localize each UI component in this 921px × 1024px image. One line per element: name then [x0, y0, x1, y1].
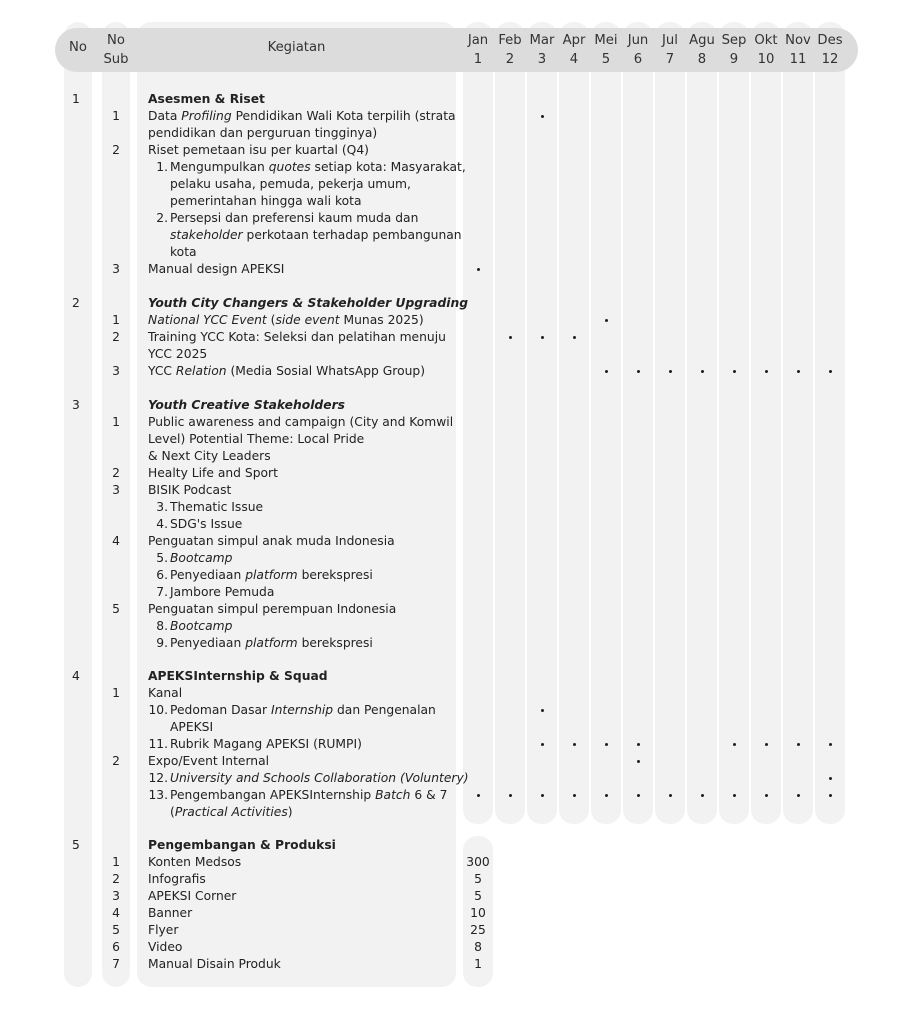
schedule-dot — [573, 794, 576, 797]
schedule-dot — [733, 794, 736, 797]
activity-text: Data Profiling Pendidikan Wali Kota terpilih (strata pendidikan dan perguruan tingginya) — [148, 109, 456, 140]
header-month: Sep 9 — [721, 33, 747, 67]
month-column-bg — [815, 22, 845, 824]
schedule-dot — [701, 370, 704, 373]
schedule-dot — [541, 709, 544, 712]
schedule-dot — [509, 794, 512, 797]
header-month: Mar 3 — [529, 33, 555, 67]
activity-text: Manual design APEKSI — [148, 262, 285, 276]
month-column-bg — [655, 22, 685, 824]
header-no: No — [69, 40, 87, 55]
schedule-dot — [541, 743, 544, 746]
activity-text: Training YCC Kota: Seleksi dan pelatihan menuju YCC 2025 — [148, 330, 446, 361]
schedule-dot — [829, 794, 832, 797]
activity-text: National YCC Event (side event Munas 2025) — [148, 313, 424, 327]
section-title: Youth City Changers & Stakeholder Upgrading — [148, 296, 469, 310]
sub-number: 1 — [112, 109, 120, 123]
schedule-dot — [765, 743, 768, 746]
header-month: Apr 4 — [562, 33, 586, 67]
schedule-dot — [605, 319, 608, 322]
sub-item: 6. Penyediaan platform berekspresi — [156, 568, 373, 582]
product-name: Video — [148, 940, 183, 954]
sub-number: 7 — [112, 957, 120, 971]
sub-number: 1 — [112, 313, 120, 327]
schedule-dot — [797, 370, 800, 373]
sub-item: 9. Penyediaan platform berekspresi — [156, 636, 373, 650]
product-name: APEKSI Corner — [148, 889, 237, 903]
schedule-dot — [573, 336, 576, 339]
schedule-dot — [797, 743, 800, 746]
schedule-dot — [477, 794, 480, 797]
month-column-bg — [687, 22, 717, 824]
month-column-bg — [463, 22, 493, 824]
sub-item: 11. Rubrik Magang APEKSI (RUMPI) — [148, 737, 362, 751]
month-column-bg — [527, 22, 557, 824]
header-month: Mei 5 — [594, 33, 618, 67]
schedule-dot — [829, 777, 832, 780]
col-sub-bg — [102, 22, 130, 987]
product-jan-value: 10 — [470, 906, 486, 920]
month-column-bg — [495, 22, 525, 824]
month-column-bg — [559, 22, 589, 824]
product-jan-value: 5 — [474, 889, 482, 903]
activity-text: YCC Relation (Media Sosial WhatsApp Group) — [148, 364, 425, 378]
activity-text: Riset pemetaan isu per kuartal (Q4) — [148, 143, 369, 157]
month-column-bg — [623, 22, 653, 824]
sub-number: 3 — [112, 483, 120, 497]
header-month: Jul 7 — [662, 33, 678, 67]
sub-number: 1 — [112, 415, 120, 429]
sub-item: 8. Bootcamp — [156, 619, 233, 633]
schedule-dot — [477, 268, 480, 271]
header-month: Jan 1 — [467, 33, 489, 67]
activity-text: Public awareness and campaign (City and Komwil Level) Potential Theme: Local Pride & Next City Leaders — [148, 415, 454, 463]
schedule-dot — [797, 794, 800, 797]
section-number: 4 — [72, 669, 80, 683]
sub-number: 3 — [112, 262, 120, 276]
sub-item: 12. University and Schools Collaboration (Voluntery) — [148, 771, 469, 785]
schedule-dot — [637, 760, 640, 763]
sub-number: 2 — [112, 754, 120, 768]
schedule-dot — [605, 743, 608, 746]
product-name: Flyer — [148, 923, 179, 937]
month-column-bg — [719, 22, 749, 824]
product-name: Manual Disain Produk — [148, 957, 281, 971]
section-title: Asesmen & Riset — [148, 92, 265, 106]
schedule-dot — [573, 743, 576, 746]
schedule-dot — [637, 743, 640, 746]
sub-number: 2 — [112, 143, 120, 157]
activity-text: Healty Life and Sport — [148, 466, 278, 480]
schedule-dot — [605, 370, 608, 373]
schedule-dot — [765, 794, 768, 797]
section-title: Youth Creative Stakeholders — [148, 398, 345, 412]
product-name: Infografis — [148, 872, 206, 886]
schedule-dot — [669, 794, 672, 797]
schedule-dot — [541, 794, 544, 797]
product-name: Banner — [148, 906, 193, 920]
month-column-bg — [751, 22, 781, 824]
schedule-dot — [701, 794, 704, 797]
section-title: APEKSInternship & Squad — [148, 669, 328, 683]
activity-text: Penguatan simpul anak muda Indonesia — [148, 534, 395, 548]
schedule-dot — [765, 370, 768, 373]
header-kegiatan: Kegiatan — [267, 40, 326, 55]
sub-item: 2. Persepsi dan preferensi kaum muda dan stakeholder perkotaan terhadap pembangunan kota — [156, 211, 462, 259]
sub-number: 4 — [112, 906, 120, 920]
section-title: Pengembangan & Produksi — [148, 838, 336, 852]
activity-text: Penguatan simpul perempuan Indonesia — [148, 602, 397, 616]
sub-item: 4. SDG's Issue — [156, 517, 243, 531]
schedule-dot — [669, 370, 672, 373]
header-no-sub: No Sub — [103, 33, 129, 67]
header-month: Nov 11 — [785, 33, 811, 67]
header-month: Agu 8 — [689, 33, 715, 67]
month-column-bg — [783, 22, 813, 824]
schedule-dot — [541, 115, 544, 118]
sub-item: 10. Pedoman Dasar Internship dan Pengenalan APEKSI — [148, 703, 436, 734]
schedule-dot — [637, 370, 640, 373]
product-jan-value: 300 — [466, 855, 490, 869]
schedule-dot — [733, 743, 736, 746]
product-name: Konten Medsos — [148, 855, 242, 869]
month-column-bg — [591, 22, 621, 824]
schedule-dot — [541, 336, 544, 339]
sub-item: 5. Bootcamp — [156, 551, 233, 565]
product-jan-value: 1 — [474, 957, 482, 971]
sub-number: 4 — [112, 534, 120, 548]
sub-item: 13. Pengembangan APEKSInternship Batch 6 & 7 (Practical Activities) — [148, 788, 448, 819]
section-number: 2 — [72, 296, 80, 310]
header-month: Des 12 — [817, 33, 843, 67]
sub-number: 1 — [112, 855, 120, 869]
sub-number: 3 — [112, 889, 120, 903]
schedule-dot — [829, 370, 832, 373]
sub-number: 2 — [112, 466, 120, 480]
sub-number: 5 — [112, 923, 120, 937]
schedule-dot — [733, 370, 736, 373]
activity-text: BISIK Podcast — [148, 483, 232, 497]
activity-text: Expo/Event Internal — [148, 754, 270, 768]
header-month: Feb 2 — [498, 33, 522, 67]
header-month: Jun 6 — [627, 33, 649, 67]
activity-text: Kanal — [148, 686, 183, 700]
schedule-dot — [637, 794, 640, 797]
schedule-dot — [829, 743, 832, 746]
sub-number: 6 — [112, 940, 120, 954]
header-month: Okt 10 — [754, 33, 778, 67]
sub-item: 3. Thematic Issue — [156, 500, 264, 514]
sub-number: 2 — [112, 330, 120, 344]
sub-number: 5 — [112, 602, 120, 616]
product-jan-value: 8 — [474, 940, 482, 954]
sub-number: 2 — [112, 872, 120, 886]
section-number: 3 — [72, 398, 80, 412]
sub-item: 1. Mengumpulkan quotes setiap kota: Masyarakat, pelaku usaha, pemuda, pekerja umum, pemerintahan hingga wali kota — [156, 160, 466, 208]
section-number: 5 — [72, 838, 80, 852]
section-number: 1 — [72, 92, 80, 106]
sub-number: 1 — [112, 686, 120, 700]
sub-number: 3 — [112, 364, 120, 378]
sub-item: 7. Jambore Pemuda — [156, 585, 275, 599]
schedule-dot — [509, 336, 512, 339]
product-jan-value: 5 — [474, 872, 482, 886]
product-jan-value: 25 — [470, 923, 486, 937]
schedule-dot — [605, 794, 608, 797]
